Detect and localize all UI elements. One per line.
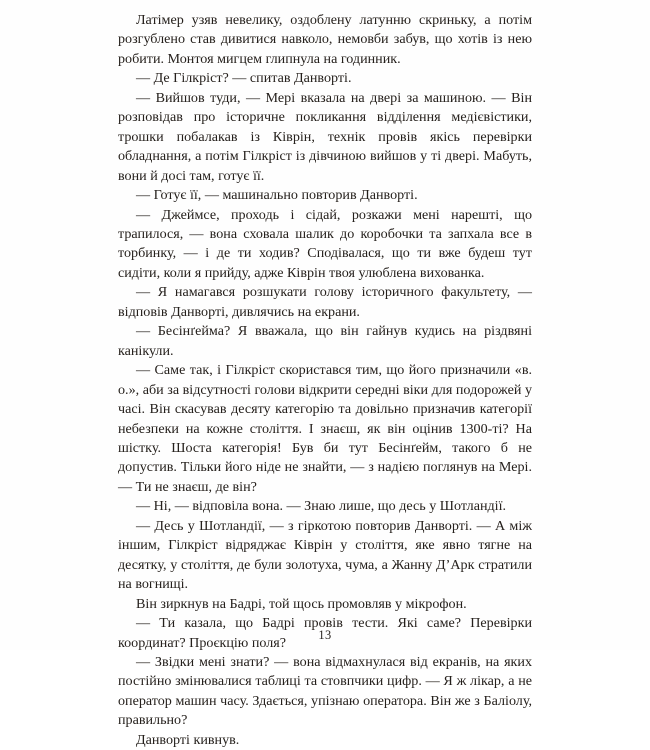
body-paragraph: — Бесінґейма? Я вважала, що він гайнув кудись на різдвяні канікули. [118, 323, 532, 359]
body-paragraph: Він зиркнув на Бадрі, той щось промовляв у мікрофон. [136, 595, 467, 612]
body-paragraph: Латімер узяв невелику, оздоблену латунню скриньку, а потім розгублено став дивитися навколо, немовби забув, що хотів із нею робити. Монтоя мигцем глипнула на годинник. [118, 12, 532, 67]
body-paragraph: — Джеймсе, проходь і сідай, розкажи мені нарешті, що трапилося, — вона сховала шалик до коробочки та запхала все в торбинку, — і де ти ходив? Сподівалася, що ти вже будеш тут сидіти, коли я прийду, адже Ківрін твоя улюблена вихованка. [118, 206, 532, 281]
body-paragraph: — Звідки мені знати? — вона відмахнулася від екранів, на яких постійно змінювалися таблиці та стовпчики цифр. — Я ж лікар, а не оператор машин часу. Здається, упізнаю оператора. Він же з Баліолу, правильно? [118, 653, 532, 729]
body-paragraph: Данворті кивнув. [136, 731, 240, 748]
body-paragraph: — Десь у Шотландії, — з гіркотою повторив Данворті. — А між іншим, Гілкріст відряджає Ківрін у століття, яке явно тягне на десятку, у століття, де були золотуха, чума, а Жанну Д’Арк стратили на вогнищі. [118, 517, 532, 593]
body-paragraph: — Вийшов туди, — Мері вказала на двері за машиною. — Він розповідав про історичне покликання відділення медієвістики, трошки побалакав із Ківрін, технік провів якісь перевірки обладнання, а потім Гілкріст із дівчиною вийшов у ті двері. Мабуть, вони й досі там, готує її. [118, 89, 532, 184]
body-paragraph: — Ти казала, що Бадрі провів тести. Які саме? Перевірки координат? Проєкцію поля? [118, 615, 532, 651]
page-number: 13 [318, 628, 332, 642]
body-paragraph: — Де Гілкріст? — спитав Данворті. [136, 70, 352, 87]
body-paragraph: — Готує її, — машинально повторив Данворті. [136, 187, 418, 204]
body-paragraph: — Ні, — відповіла вона. — Знаю лише, що десь у Шотландії. [136, 498, 507, 515]
body-paragraph: — Саме так, і Гілкріст скористався тим, що його призначили «в. о.», аби за відсутності голови відкрити середні віки для подорожей у часі. Він скасував десяту категорію та довільно призначив категорії небезпеки на кожне століття. І знаєш, як він оцінив 1300-ті? На шістку. Шоста категорія! Був би тут Бесінґейм, такого б не допустив. Тільки його ніде не знайти, — з надією поглянув на Мері. — Ти не знаєш, де він? [118, 362, 532, 495]
body-paragraph: — Я намагався розшукати голову історичного факультету, — відповів Данворті, дивлячись на екрани. [118, 284, 532, 320]
